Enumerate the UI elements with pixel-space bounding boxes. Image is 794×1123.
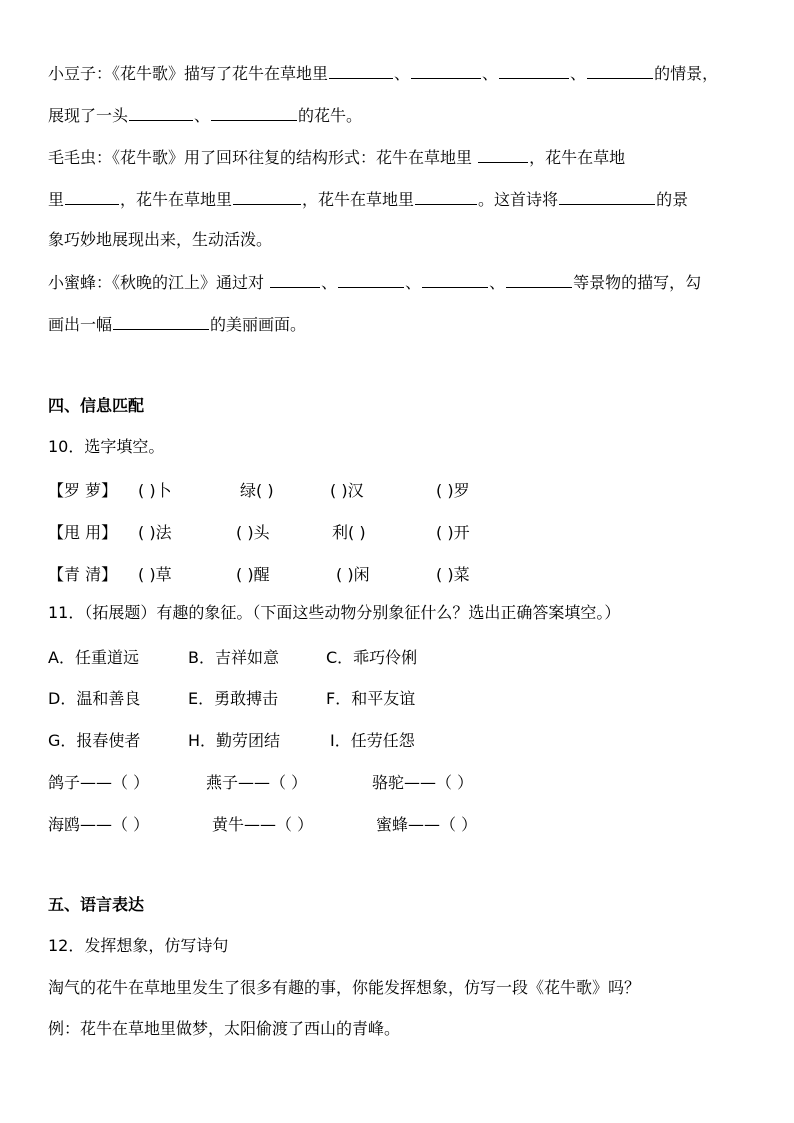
question-11: 11．（拓展题）有趣的象征。（下面这些动物分别象征什么？选出正确答案填空。）	[48, 603, 621, 622]
blank[interactable]	[129, 104, 193, 121]
char-blank[interactable]: ( )草	[138, 565, 172, 584]
separator: 、	[489, 273, 506, 292]
separator: 、	[482, 64, 499, 83]
char-blank[interactable]: ( )罗	[436, 481, 470, 500]
question-12-example: 例：花牛在草地里做梦，太阳偷渡了西山的青峰。	[48, 1019, 401, 1038]
line-xiaomifeng-1	[48, 271, 754, 293]
animal-blank[interactable]: 海鸥——（ ）	[48, 815, 150, 834]
option: G．报春使者	[48, 731, 141, 750]
text: 画出一幅	[48, 315, 113, 334]
separator: 、	[405, 273, 422, 292]
char-blank[interactable]: ( )头	[236, 523, 270, 542]
text-end: 等景物的描写，勾	[573, 273, 702, 292]
char-group: 【罗 萝】	[48, 481, 118, 500]
line-xiaodouzi-2	[48, 104, 754, 126]
blank[interactable]	[587, 62, 653, 79]
char-blank[interactable]: 利( )	[332, 523, 366, 542]
separator: 、	[321, 273, 338, 292]
separator: 、	[194, 106, 211, 125]
text: 小蜜蜂：《秋晚的江上》通过对	[48, 273, 265, 292]
text: 。这首诗将	[478, 190, 559, 209]
blank[interactable]	[211, 104, 297, 121]
text: 展现了一头	[48, 106, 129, 125]
question-10: 10．选字填空。	[48, 437, 165, 456]
blank[interactable]	[499, 62, 569, 79]
blank[interactable]	[411, 62, 481, 79]
blank[interactable]	[270, 271, 320, 288]
text: ，花牛在草地	[529, 148, 626, 167]
blank[interactable]	[329, 62, 393, 79]
blank[interactable]	[233, 188, 301, 205]
text: 象巧妙地展现出来，生动活泼。	[48, 230, 273, 249]
animal-blank[interactable]: 骆驼——（ ）	[372, 773, 474, 792]
option: D．温和善良	[48, 689, 141, 708]
animal-blank[interactable]: 蜜蜂——（ ）	[376, 815, 478, 834]
question-12: 12．发挥想象，仿写诗句	[48, 936, 229, 955]
section-heading-4: 四、信息匹配	[48, 396, 145, 415]
blank[interactable]	[422, 271, 488, 288]
blank[interactable]	[415, 188, 477, 205]
text: ，花牛在草地里	[120, 190, 233, 209]
option: B．吉祥如意	[188, 648, 279, 667]
animal-blank[interactable]: 燕子——（ ）	[206, 773, 308, 792]
line-maomaochong-1	[48, 146, 754, 168]
char-group: 【甩 用】	[48, 523, 118, 542]
section-heading-5: 五、语言表达	[48, 895, 145, 914]
text-end: 的景	[656, 190, 689, 209]
blank[interactable]	[506, 271, 572, 288]
char-blank[interactable]: ( )菜	[436, 565, 470, 584]
option: C．乖巧伶俐	[326, 648, 418, 667]
char-blank[interactable]: ( )汉	[330, 481, 364, 500]
text-end: 的情景，	[654, 64, 719, 83]
text: ，花牛在草地里	[302, 190, 415, 209]
animal-blank[interactable]: 鸽子——（ ）	[48, 773, 150, 792]
blank[interactable]	[559, 188, 655, 205]
text-end: 的花牛。	[298, 106, 363, 125]
line-maomaochong-2	[48, 188, 754, 210]
option: E．勇敢搏击	[188, 689, 279, 708]
separator: 、	[394, 64, 411, 83]
blank[interactable]	[113, 313, 209, 330]
separator: 、	[570, 64, 587, 83]
text-end: 的美丽画面。	[210, 315, 307, 334]
text: 小豆子：《花牛歌》描写了花牛在草地里	[48, 64, 329, 83]
char-blank[interactable]: ( )卜	[138, 481, 172, 500]
blank[interactable]	[478, 146, 528, 163]
char-group: 【青 清】	[48, 565, 118, 584]
char-blank[interactable]: ( )法	[138, 523, 172, 542]
char-blank[interactable]: ( )闲	[336, 565, 370, 584]
line-xiaodouzi-1	[48, 62, 754, 84]
text: 里	[48, 190, 65, 209]
option: I．任劳任怨	[330, 731, 415, 750]
char-blank[interactable]: 绿( )	[240, 481, 274, 500]
line-maomaochong-3	[48, 230, 754, 250]
char-blank[interactable]: ( )开	[436, 523, 470, 542]
option: A．任重道远	[48, 648, 139, 667]
blank[interactable]	[65, 188, 119, 205]
text: 毛毛虫：《花牛歌》用了回环往复的结构形式：花牛在草地里	[48, 148, 473, 167]
question-12-prompt: 淘气的花牛在草地里发生了很多有趣的事，你能发挥想象，仿写一段《花牛歌》吗？	[48, 978, 641, 997]
line-xiaomifeng-2	[48, 313, 754, 335]
animal-blank[interactable]: 黄牛——（ ）	[212, 815, 314, 834]
char-blank[interactable]: ( )醒	[236, 565, 270, 584]
option: F．和平友谊	[326, 689, 416, 708]
option: H．勤劳团结	[188, 731, 281, 750]
blank[interactable]	[338, 271, 404, 288]
